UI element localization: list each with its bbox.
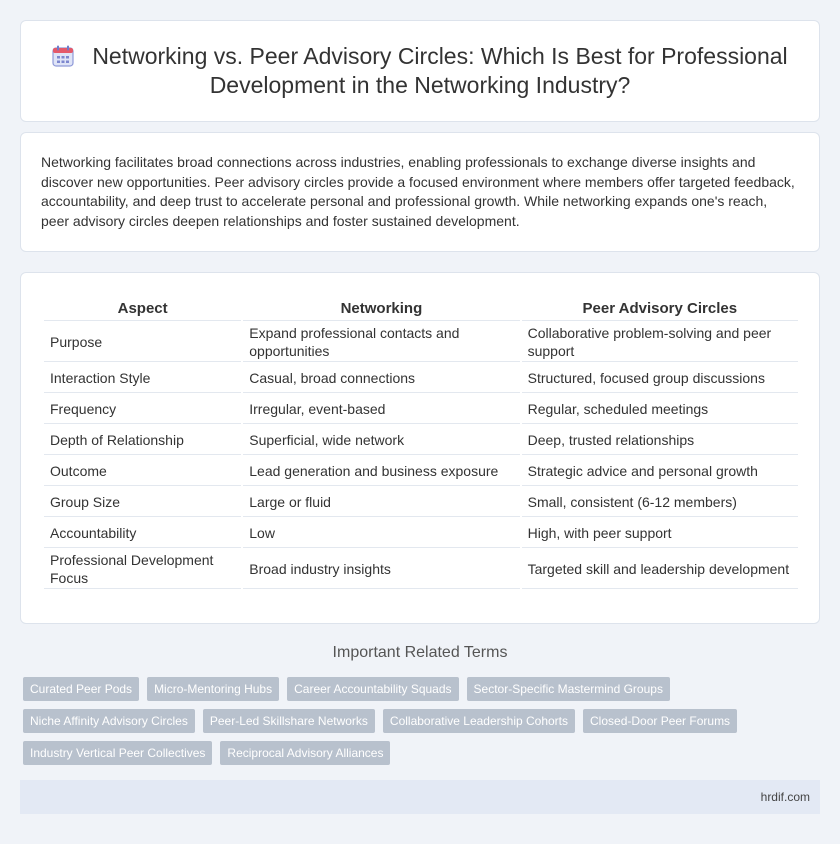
cell-peer-advisory: Strategic advice and personal growth <box>522 457 798 486</box>
cell-networking: Broad industry insights <box>243 550 519 589</box>
table-row <box>44 550 798 589</box>
cell-peer-advisory: Structured, focused group discussions <box>522 364 798 393</box>
related-term-tag[interactable]: Sector-Specific Mastermind Groups <box>467 677 670 701</box>
title-wrap <box>21 21 819 121</box>
related-term-tag[interactable]: Career Accountability Squads <box>287 677 458 701</box>
related-term-tag[interactable]: Micro-Mentoring Hubs <box>147 677 279 701</box>
related-term-tag[interactable]: Reciprocal Advisory Alliances <box>220 741 390 765</box>
cell-peer-advisory: Regular, scheduled meetings <box>522 395 798 424</box>
cell-aspect: Outcome <box>44 457 241 486</box>
cell-networking: Expand professional contacts and opportunities <box>243 323 519 362</box>
header-peer-advisory: Peer Advisory Circles <box>522 297 798 321</box>
comparison-card <box>20 272 820 624</box>
cell-networking: Irregular, event-based <box>243 395 519 424</box>
cell-aspect: Depth of Relationship <box>44 426 241 455</box>
table-header-row <box>44 297 798 321</box>
related-term-tag[interactable]: Niche Affinity Advisory Circles <box>23 709 195 733</box>
intro-card <box>20 132 820 252</box>
table-row <box>44 395 798 424</box>
table-row <box>44 519 798 548</box>
header-networking: Networking <box>243 297 519 321</box>
related-term-tag[interactable]: Collaborative Leadership Cohorts <box>383 709 575 733</box>
footer-site[interactable]: hrdif.com <box>760 790 810 804</box>
table-row <box>44 364 798 393</box>
cell-aspect: Interaction Style <box>44 364 241 393</box>
cell-peer-advisory: High, with peer support <box>522 519 798 548</box>
related-term-tag[interactable]: Industry Vertical Peer Collectives <box>23 741 212 765</box>
page-title <box>51 42 789 100</box>
cell-networking: Low <box>243 519 519 548</box>
page-title-text: Networking vs. Peer Advisory Circles: Which Is Best for Professional Development in the Networking Industry? <box>92 43 788 98</box>
related-terms-list <box>23 677 823 765</box>
related-term-tag[interactable]: Closed-Door Peer Forums <box>583 709 737 733</box>
cell-networking: Superficial, wide network <box>243 426 519 455</box>
cell-networking: Large or fluid <box>243 488 519 517</box>
cell-networking: Casual, broad connections <box>243 364 519 393</box>
cell-peer-advisory: Targeted skill and leadership development <box>522 550 798 589</box>
comparison-table <box>42 295 800 591</box>
cell-aspect: Purpose <box>44 323 241 362</box>
intro-paragraph: Networking facilitates broad connections across industries, enabling professionals to exchange diverse insights and discover new opportunities. Peer advisory circles provide a focused environment where members offer targeted feedback, accountability, and deep trust to accelerate personal and professional growth. While networking expands one's reach, peer advisory circles deepen relationships and foster sustained development. <box>41 154 795 229</box>
table-row <box>44 457 798 486</box>
table-row <box>44 488 798 517</box>
cell-peer-advisory: Collaborative problem-solving and peer support <box>522 323 798 362</box>
cell-aspect: Group Size <box>44 488 241 517</box>
table-row <box>44 426 798 455</box>
cell-aspect: Accountability <box>44 519 241 548</box>
header-aspect: Aspect <box>44 297 241 321</box>
related-terms-title: Important Related Terms <box>332 644 508 661</box>
table-row <box>44 323 798 362</box>
title-card <box>20 20 820 122</box>
related-term-tag[interactable]: Peer-Led Skillshare Networks <box>203 709 375 733</box>
cell-peer-advisory: Deep, trusted relationships <box>522 426 798 455</box>
cell-aspect: Professional Development Focus <box>44 550 241 589</box>
cell-aspect: Frequency <box>44 395 241 424</box>
calendar-icon <box>52 45 74 67</box>
related-term-tag[interactable]: Curated Peer Pods <box>23 677 139 701</box>
footer <box>20 780 820 814</box>
cell-networking: Lead generation and business exposure <box>243 457 519 486</box>
cell-peer-advisory: Small, consistent (6-12 members) <box>522 488 798 517</box>
